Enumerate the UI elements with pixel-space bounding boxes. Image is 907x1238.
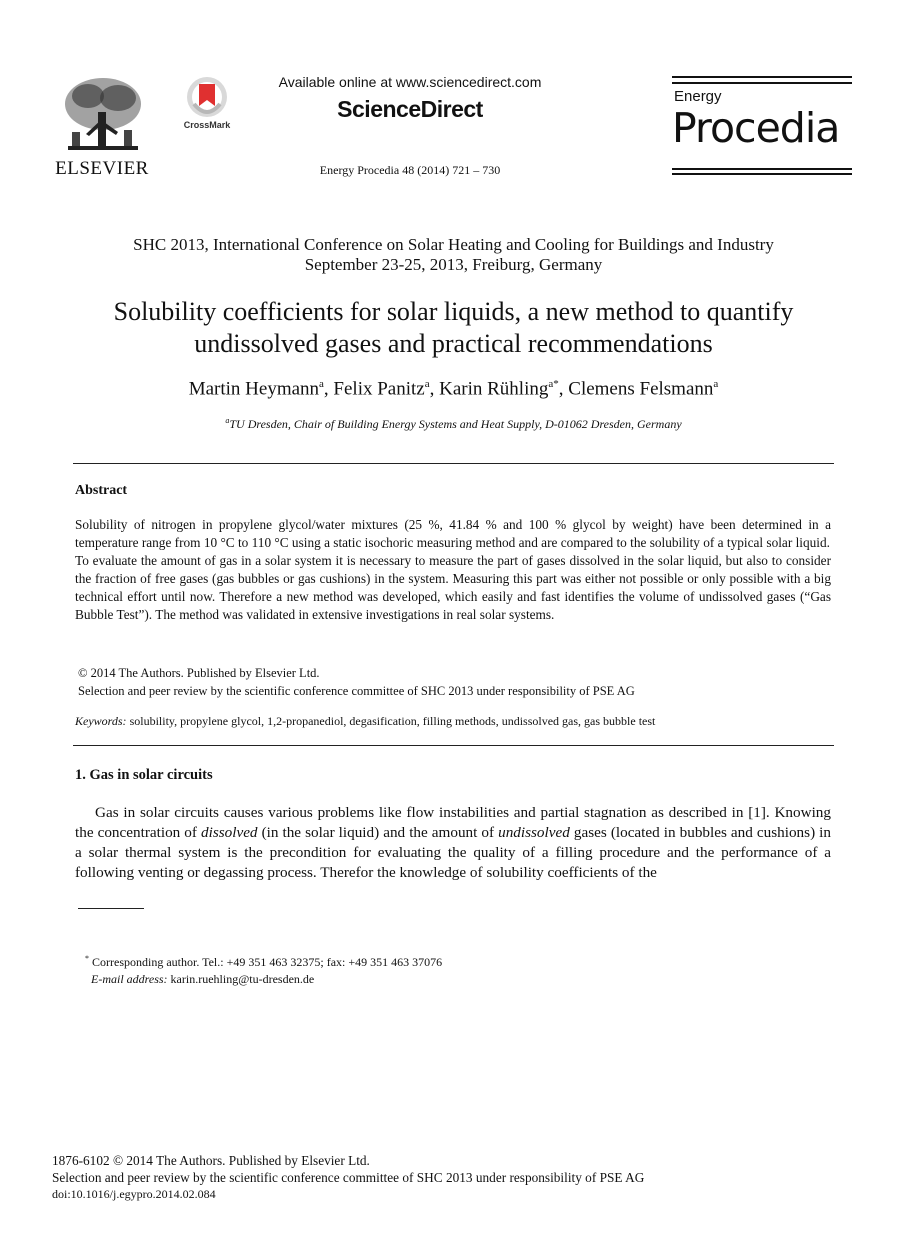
issn-line: 1876-6102 © 2014 The Authors. Published by Elsevier Ltd. (52, 1153, 370, 1168)
journal-name-small: Energy (674, 88, 722, 105)
footnote (85, 950, 442, 988)
corresponding-author: Corresponding author. Tel.: +49 351 463 32375; fax: +49 351 463 37076 (89, 955, 443, 969)
keywords-label: Keywords: (75, 714, 127, 728)
crossmark-label: CrossMark (183, 120, 231, 130)
conference-line-1: SHC 2013, International Conference on Solar Heating and Cooling for Buildings and Industry (133, 235, 774, 254)
logo-rule (672, 76, 852, 78)
elsevier-logo (52, 74, 152, 178)
bottom-notice (52, 1152, 644, 1203)
affiliation (60, 416, 847, 432)
author-name: Clemens Felsmann (568, 378, 714, 400)
title-line-1: Solubility coefficients for solar liquids, a new method to quantify (113, 297, 794, 326)
author-affil-marker: a (424, 378, 430, 390)
footnote-line-2 (85, 971, 442, 988)
author-affil-marker: a (713, 378, 719, 390)
emphasis: undissolved (498, 824, 570, 841)
journal-reference: Energy Procedia 48 (2014) 721 – 730 (319, 163, 501, 177)
copyright-line-2: Selection and peer review by the scientific conference committee of SHC 2013 under responsibility of PSE AG (78, 684, 635, 698)
logo-rule (672, 168, 852, 170)
available-online-link[interactable]: Available online at www.sciencedirect.com (278, 74, 542, 90)
crossmark-icon (180, 76, 234, 120)
author-name: Martin Heymann (188, 378, 320, 400)
footnote-rule (78, 908, 144, 909)
copyright-line-1: © 2014 The Authors. Published by Elsevier Ltd. (78, 666, 320, 680)
author-affil-marker: a (319, 378, 324, 390)
text-run: (in the solar liquid) and the amount of (257, 824, 499, 841)
affiliation-marker: a (225, 416, 230, 425)
conference-info (60, 235, 847, 275)
keywords (75, 714, 835, 729)
keywords-list: solubility, propylene glycol, 1,2-propanediol, degasification, filling methods, undissolved gas, gas bubble test (126, 714, 656, 728)
elsevier-tree-icon (58, 74, 148, 154)
section-heading: 1. Gas in solar circuits (75, 767, 213, 783)
text-run: Gas in solar circuits causes various problems like flow instabilities and partial stagnation as described in [1]. Knowing the concentration of (75, 804, 831, 841)
abstract-body (75, 516, 831, 624)
divider (73, 745, 834, 746)
energy-procedia-logo (672, 76, 852, 176)
author-separator: , (429, 378, 440, 400)
email-label: E-mail address: (91, 972, 168, 986)
emphasis: dissolved (201, 824, 258, 841)
abstract-paragraph: To evaluate the amount of gas in a solar system it is necessary to measure the part of gases dissolved in the solar liquid, but also to consider the fraction of free gases (gas bubbles or gas cushions) in the system. Measuring this part was either not possible or only possible with a big technical effort until now. Therefore a new method was developed, which easily and fast identifies the volume of undissolved gases (“Gas Bubble Test”). The method was validated in extensive investigations in real solar systems. (75, 553, 831, 622)
author-name: Felix Panitz (333, 378, 425, 400)
abstract-heading: Abstract (75, 483, 128, 498)
email-address[interactable]: karin.ruehling@tu-dresden.de (167, 972, 315, 986)
divider (73, 463, 834, 464)
crossmark-badge[interactable] (180, 76, 234, 136)
doi-link[interactable]: doi:10.1016/j.egypro.2014.02.084 (52, 1187, 216, 1201)
elsevier-wordmark: ELSEVIER (55, 158, 149, 179)
footnote-marker: * (85, 954, 89, 963)
author-list (60, 378, 847, 400)
peer-review-line: Selection and peer review by the scientific conference committee of SHC 2013 under responsibility of PSE AG (52, 1170, 645, 1185)
affiliation-text: TU Dresden, Chair of Building Energy Systems and Heat Supply, D-01062 Dresden, Germany (229, 417, 682, 431)
text-run: gases (located in bubbles and cushions) in a solar thermal system is the precondition for evaluating the quality of a filling procedure and the performance of a following venting or degassing process. Therefor the knowledge of solubility coefficients of the (75, 824, 831, 881)
author-separator: , (558, 378, 569, 400)
section-paragraph (75, 803, 831, 883)
author-separator: , (323, 378, 334, 400)
title-line-2: undissolved gases and practical recommendations (194, 329, 713, 358)
logo-rule (672, 82, 852, 84)
conference-line-2: September 23-25, 2013, Freiburg, Germany (304, 255, 603, 274)
abstract-paragraph: Solubility of nitrogen in propylene glycol/water mixtures (25 %, 41.84 % and 100 % glycol by weight) have been determined in a temperature range from 10 °C to 110 °C using a static isochoric measuring method and are compared to the solubility of a typical solar liquid. (75, 517, 831, 550)
journal-name-big: Procedia (672, 104, 840, 152)
footnote-line-1 (85, 950, 442, 971)
author-name: Karin Rühling (439, 378, 549, 400)
logo-rule (672, 173, 852, 175)
paper-title (60, 296, 847, 360)
sciencedirect-logo[interactable]: ScienceDirect (337, 96, 483, 122)
author-affil-marker: a* (548, 378, 559, 390)
copyright-notice (78, 664, 635, 700)
